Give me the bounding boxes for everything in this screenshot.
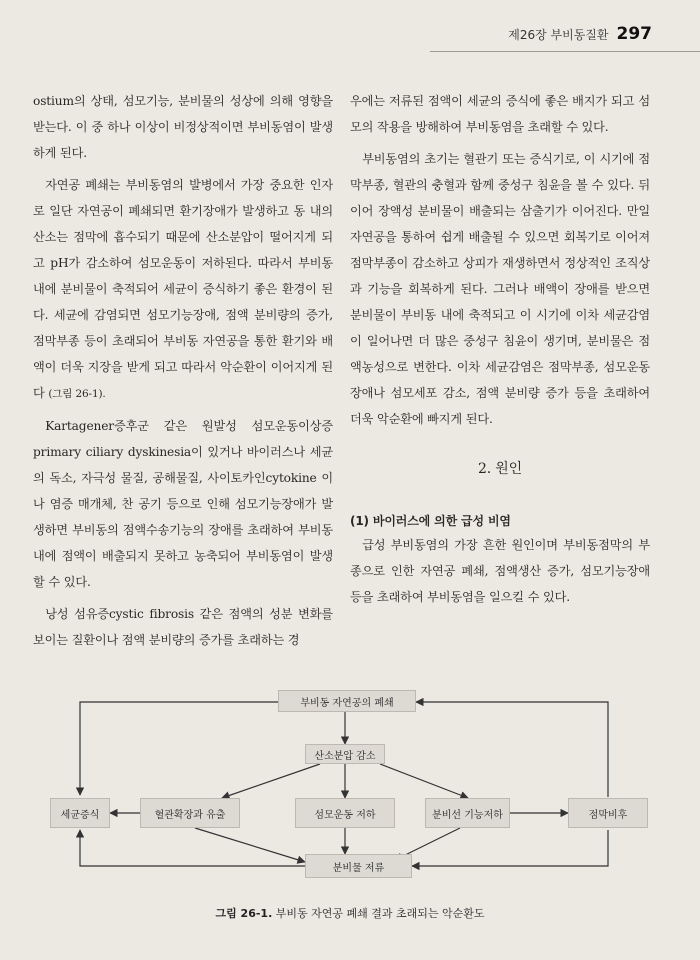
figure-label: 그림 26-1.: [215, 907, 273, 920]
node-secretion-retention: 분비물 저류: [305, 854, 412, 878]
chapter-title: 제26장 부비동질환: [508, 27, 609, 42]
paragraph: 낭성 섬유증cystic fibrosis 같은 점액의 성분 변화를 보이는 질환이나 점액 분비량의 증가를 초래하는 경: [33, 607, 333, 647]
vicious-cycle-diagram: [20, 680, 680, 890]
left-column: [33, 88, 333, 653]
node-bacterial-growth: 세균증식: [50, 798, 110, 828]
arrow-oxygen-to-secretion: [380, 764, 468, 798]
arrow-vascular-to-retention: [195, 828, 305, 862]
header-rule: [430, 51, 700, 52]
figure-reference: (그림 26-1).: [48, 388, 106, 400]
subsection-title: (1) 바이러스에 의한 급성 비염: [350, 514, 511, 528]
page-number: 297: [616, 24, 652, 44]
node-gland-dysfunction: 분비선 기능저하: [425, 798, 510, 828]
section-title: 2. 원인: [477, 461, 523, 477]
node-ciliary-dysfunction: 섬모운동 저하: [295, 798, 395, 828]
figure-caption: [0, 905, 700, 921]
node-vasodilation: 혈관확장과 유출: [140, 798, 240, 828]
paragraph: ostium의 상태, 섬모기능, 분비물의 성상에 의해 영향을 받는다. 이 중 하나 이상이 비정상적이면 부비동염이 발생하게 된다.: [33, 94, 333, 160]
node-mucosal-thickening: 점막비후: [568, 798, 648, 828]
arrow-mucosa-to-retention: [412, 830, 608, 866]
figure-caption-text: 부비동 자연공 폐쇄 결과 초래되는 악순환도: [275, 907, 485, 920]
paragraph: 부비동염의 초기는 혈관기 또는 증식기로, 이 시기에 점막부종, 혈관의 충혈과 함께 중성구 침윤을 볼 수 있다. 뒤이어 장액성 분비물이 배출되는 삼출기가 이어진다. 만일 자연공을 통하여 쉽게 배출될 수 있으면 회복기로 이어져 점막부종이 감소하고 상피가 재생하면서 정상적인 조직상과 기능을 회복하게 된다. 그러나 배액이 장애를 받으면 분비물이 부비동 내에 축적되고 이 시기에 이차 세균감염이 일어나면 더 많은 중성구 침윤이 생기며, 분비물은 점액농성으로 변한다. 이차 세균감염은 점막부종, 섬모운동장애나 섬모세포 감소, 점액 분비량 증가 등을 초래하여 더욱 악순환에 빠지게 된다.: [350, 152, 650, 426]
arrow-oxygen-to-vascular: [222, 764, 320, 798]
paragraph: Kartagener증후군 같은 원발성 섬모운동이상증 primary ciliary dyskinesia이 있거나 바이러스나 세균의 독소, 자극성 물질, 공해물질, 사이토카인cytokine 이나 염증 매개체, 찬 공기 등으로 인해 섬모기능장애가 발생하면 부비동의 점액수송기능의 장애를 초래하여 부비동 내에 점액이 배출되지 못하고 농축되어 부비동염이 발생할 수 있다.: [33, 419, 333, 589]
arrow-top-to-bacteria: [80, 702, 278, 795]
paragraph: 급성 부비동염의 가장 흔한 원인이며 부비동점막의 부종으로 인한 자연공 폐쇄, 점액생산 증가, 섬모기능장애 등을 초래하여 부비동염을 일으킬 수 있다.: [350, 538, 650, 604]
node-oxygen-decrease: 산소분압 감소: [305, 744, 385, 764]
node-ostium-obstruction: 부비동 자연공의 폐쇄: [278, 690, 416, 712]
arrow-mucosa-to-top: [416, 702, 608, 797]
right-column: [350, 88, 650, 610]
arrow-retention-to-bacteria: [80, 830, 305, 866]
paragraph: 우에는 저류된 점액이 세균의 증식에 좋은 배지가 되고 섬모의 작용을 방해하여 부비동염을 초래할 수 있다.: [350, 94, 650, 134]
paragraph: 자연공 폐쇄는 부비동염의 발병에서 가장 중요한 인자로 일단 자연공이 폐쇄되면 환기장애가 발생하고 동 내의 산소는 점막에 흡수되기 때문에 산소분압이 떨어지게 되고 pH가 감소하여 섬모운동이 저하된다. 따라서 부비동 내에 분비물이 축적되어 세균이 증식하기 좋은 환경이 된다. 세균에 감염되면 섬모기능장애, 점액 분비량의 증가, 점막부종 등이 초래되어 부비동 자연공을 통한 환기와 배액이 더욱 지장을 받게 되고 따라서 악순환이 이어지게 된다 (그림 26-1).: [33, 178, 333, 400]
running-header: [508, 20, 652, 48]
